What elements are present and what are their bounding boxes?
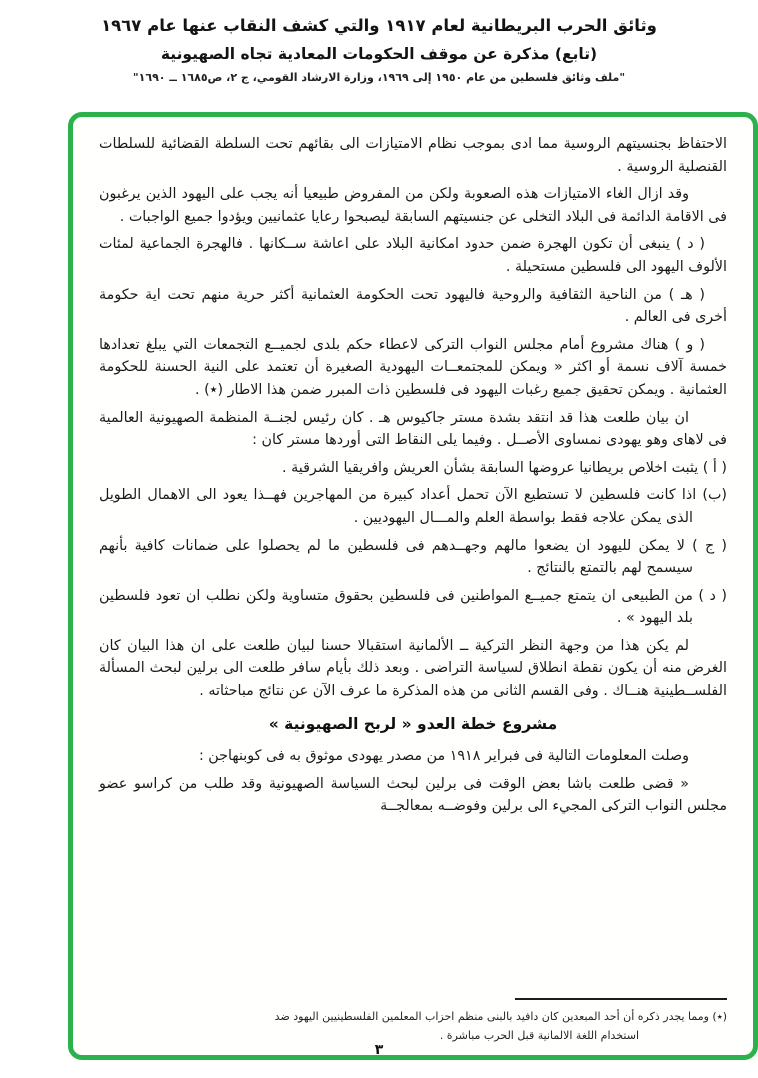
body-paragraph: ان بيان طلعت هذا قد انتقد بشدة مستر جاكيوس هـ . كان رئيس لجنــة المنظمة الصهيونية العالمية فى لاهاى وهو يهودى نمساوى الأصــل . وفيما يلى النقاط التى أوردها مستر كان : <box>99 409 727 449</box>
list-item-jim: ( ج ) لا يمكن لليهود ان يضعوا مالهم وجهــدهم فى فلسطين ما لم يحصلوا على ضمانات كافية بأنهم سيسمح لهم بالتمتع بالنتائج . <box>99 537 727 577</box>
page-number: ٣ <box>374 1042 384 1058</box>
section-heading: مشروع خطة العدو « لربح الصهيونية » <box>268 714 558 733</box>
document-title: وثائق الحرب البريطانية لعام ١٩١٧ والتي كشف النقاب عنها عام ١٩٦٧ <box>101 16 657 35</box>
footnote-text-line1: (٭) ومما يجدر ذكره أن أحد المبعدين كان دافيد بالبنى منظم احزاب المعلمين الفلسطينيين اليهود ضد <box>274 1010 727 1023</box>
list-item-alif: ( أ ) يثبت اخلاص بريطانيا عروضها السابقة بشأن العريش وافريقيا الشرقية . <box>282 459 727 476</box>
list-item-dal: ( د ) ينبغى أن تكون الهجرة ضمن حدود امكانية البلاد على اعاشة ســكانها . فالهجرة الجماعية لمئات الألوف اليهود الى فلسطين مستحيلة . <box>99 236 727 275</box>
footnote-divider <box>515 998 727 1000</box>
document-source-citation: "ملف وثائق فلسطين من عام ١٩٥٠ إلى ١٩٦٩، وزارة الارشاد القومي، ج ٢، ص١٦٨٥ ــ ١٦٩٠" <box>132 70 626 84</box>
list-item-dal-2: ( د ) من الطبيعى ان يتمتع جميــع المواطنين فى فلسطين بحقوق متساوية ولكن نطلب ان تعود فلسطين بلد اليهود » . <box>99 587 727 627</box>
list-item-ba: (ب) اذا كانت فلسطين لا تستطيع الآن تحمل أعداد كبيرة من المهاجرين فهــذا يعود الى الاهمال الطويل الذى يمكن علاجه فقط بواسطة العلم والمـــال اليهوديين . <box>99 487 727 526</box>
list-item-waw: ( و ) هناك مشروع أمام مجلس النواب التركى لاعطاء حكم بلدى لجميــع التجمعات التي يبلغ تعدادها خمسة آلاف نسمة أو اكثر « ويمكن للمجتمعــات اليهودية الصغيرة أن تعتمد على النية الحسنة للحكومة العثمانية . ويمكن تحقيق جميع رغبات اليهود فى فلسطين ذات المبرر ضمن هذا الاطار (٭) . <box>99 336 727 398</box>
footnote-text-line2: استخدام اللغة الالمانية قبل الحرب مباشرة . <box>439 1029 639 1042</box>
document-header <box>0 0 758 86</box>
green-border-frame <box>68 112 758 1060</box>
body-paragraph: « قضى طلعت باشا بعض الوقت فى برلين لبحث السياسة الصهيونية وقد طلب من كراسو عضو مجلس النواب التركى المجيء الى برلين وفوضــه بمعالجــة <box>99 775 727 815</box>
body-paragraph: وصلت المعلومات التالية فى فبراير ١٩١٨ من مصدر يهودى موثوق به فى كوبنهاجن : <box>198 748 689 765</box>
body-paragraph: الاحتفاظ بجنسيتهم الروسية مما ادى بموجب نظام الامتيازات الى بقائهم تحت السلطة القضائية للسلطات القنصلية الروسية . <box>99 136 727 175</box>
list-item-ha: ( هـ ) من الناحية الثقافية والروحية فاليهود تحت الحكومة العثمانية أكثر حرية منهم تحت اية حكومة أخرى فى العالم . <box>99 286 727 326</box>
body-paragraph: لم يكن هذا من وجهة النظر التركية ــ الألمانية استقبالا حسنا لبيان طلعت على ان هذا البيان كان الغرض منه أن يكون نقطة انطلاق لسياسة التراضى . وبعد ذلك بأيام سافر طلعت الى برلين لبحث المسألة الفلســطينية هنــاك . وفى القسم الثانى من هذه المذكرة ما عرف الآن عن نتائج مباحثاته . <box>99 637 727 700</box>
body-paragraph: وقد ازال الغاء الامتيازات هذه الصعوبة ولكن من المفروض طبيعيا أنه يجب على اليهود الذين يرغبون فى الاقامة الدائمة فى البلاد التخلى عن جنسيتهم السابقة ليصبحوا رعايا عثمانيين ويؤدوا جميع الواجبات . <box>99 186 727 225</box>
footnote-section <box>99 994 727 1045</box>
document-subtitle: (تابع) مذكرة عن موقف الحكومات المعادية تجاه الصهيونية <box>160 44 598 63</box>
document-body <box>99 133 727 823</box>
